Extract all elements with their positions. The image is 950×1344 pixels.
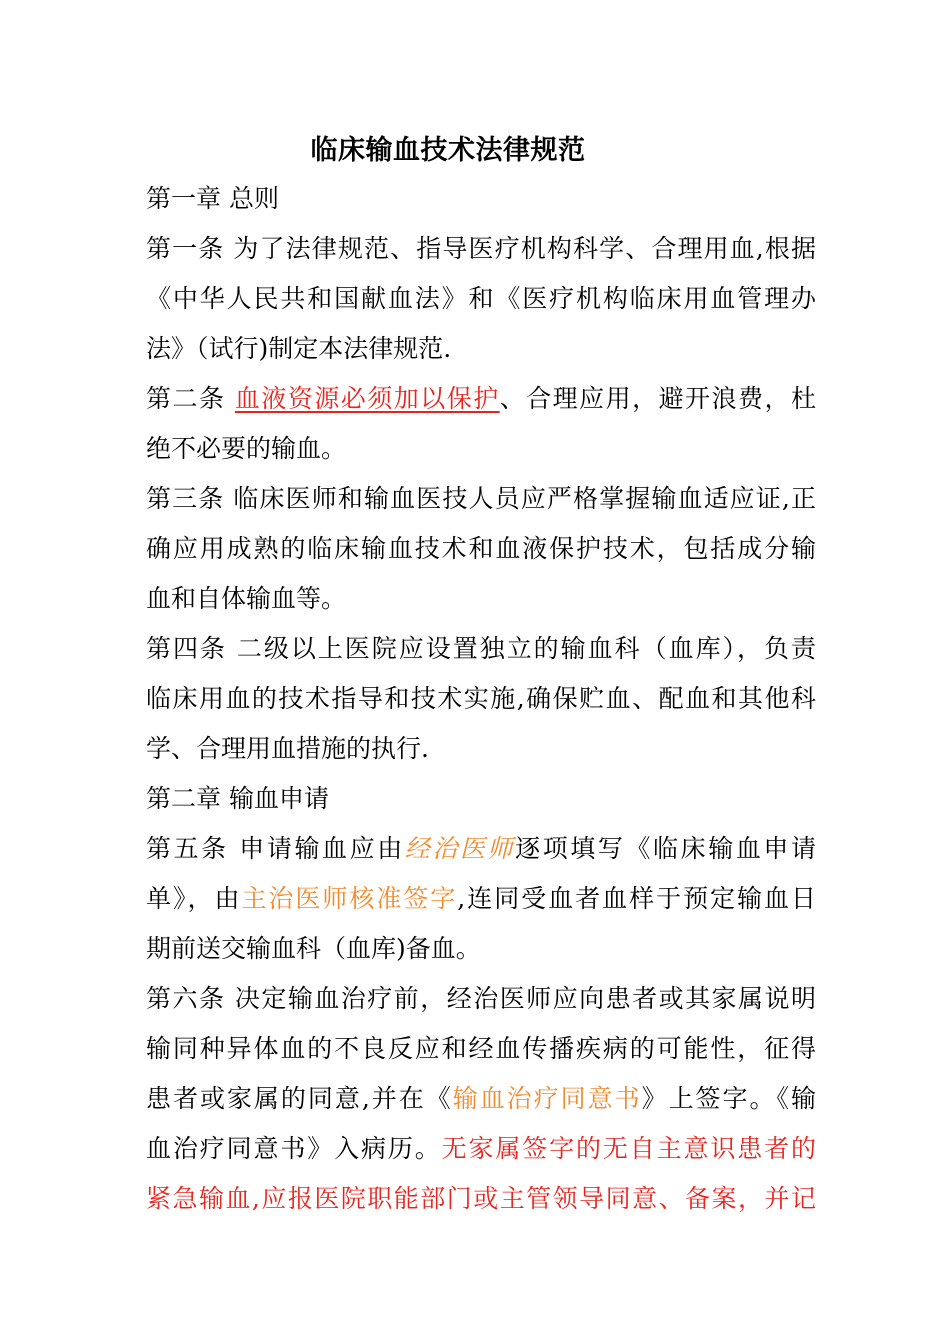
article-5-suffix: 逐项填写《临床输血申请 bbox=[515, 834, 816, 863]
article-5-line-1 bbox=[146, 832, 816, 866]
article-3-line-1: 第三条 临床医师和输血医技人员应严格掌握输血适应证,正 bbox=[146, 484, 816, 513]
article-6-line-1: 第六条 决定输血治疗前，经治医师应向患者或其家属说明 bbox=[146, 984, 816, 1013]
article-2-line-1 bbox=[146, 382, 816, 416]
article-4-line-2: 临床用血的技术指导和技术实施,确保贮血、配血和其他科 bbox=[146, 684, 816, 713]
article-4-line-3: 学、合理用血措施的执行. bbox=[146, 734, 429, 763]
article-5-line-3: 期前送交输血科（血库)备血。 bbox=[146, 934, 481, 963]
article-1-line-1: 第一条 为了法律规范、指导医疗机构科学、合理用血,根据 bbox=[146, 234, 816, 263]
article-6-line-2: 输同种异体血的不良反应和经血传播疾病的可能性，征得 bbox=[146, 1034, 816, 1063]
article-1-line-3: 法》（试行)制定本法律规范. bbox=[146, 334, 452, 363]
article-2-suffix: 、合理应用，避开浪费，杜 bbox=[499, 384, 816, 413]
article-2-line-2: 绝不必要的输血。 bbox=[146, 434, 347, 463]
chapter-heading: 第二章 输血申请 bbox=[146, 784, 329, 813]
article-3-line-2: 确应用成熟的临床输血技术和血液保护技术，包括成分输 bbox=[146, 534, 816, 563]
article-6-line-3-prefix: 患者或家属的同意,并在《 bbox=[146, 1084, 453, 1113]
article-6-line-3 bbox=[146, 1082, 816, 1116]
highlight-orange: 主治医师核准签字 bbox=[241, 884, 458, 913]
article-5-line-2 bbox=[146, 882, 816, 916]
article-4-line-1: 第四条 二级以上医院应设置独立的输血科（血库），负责 bbox=[146, 634, 816, 663]
article-5-line-2-suffix: ,连同受血者血样于预定输血日 bbox=[457, 884, 816, 913]
article-6-line-4-prefix: 血治疗同意书》入病历。 bbox=[146, 1134, 442, 1163]
article-6-line-5: 紧急输血,应报医院职能部门或主管领导同意、备案，并记 bbox=[146, 1184, 816, 1213]
highlight-red-underlined: 血液资源必须加以保护 bbox=[234, 384, 500, 413]
article-6-line-4 bbox=[146, 1132, 816, 1166]
highlight-orange-italic: 经治医师 bbox=[404, 834, 516, 863]
highlight-orange: 输血治疗同意书 bbox=[452, 1084, 642, 1113]
highlight-red: 无家属签字的无自主意识患者的 bbox=[441, 1134, 816, 1163]
article-6-line-3-suffix: 》上签字。《输 bbox=[641, 1084, 816, 1113]
article-5-prefix: 第五条 申请输血应由 bbox=[146, 834, 405, 863]
article-1-line-2: 《中华人民共和国献血法》和《医疗机构临床用血管理办 bbox=[146, 284, 816, 313]
document-title: 临床输血技术法律规范 bbox=[310, 135, 586, 166]
article-3-line-3: 血和自体输血等。 bbox=[146, 584, 347, 613]
chapter-heading: 第一章 总则 bbox=[146, 184, 279, 213]
article-2-prefix: 第二条 bbox=[146, 384, 235, 413]
article-5-line-2-prefix: 单》，由 bbox=[146, 884, 242, 913]
